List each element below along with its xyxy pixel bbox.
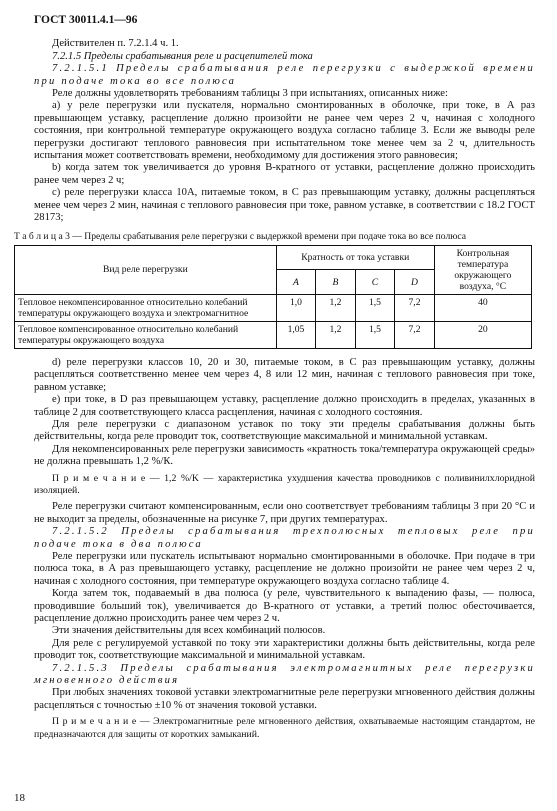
section-heading: 7.2.1.5.2 Пределы срабатывания трехполюсных тепловых реле при подаче тока в два полюса bbox=[34, 526, 535, 550]
document-header: ГОСТ 30011.4.1—96 bbox=[34, 14, 138, 26]
section-heading: 7.2.1.5.1 Пределы срабатывания реле перегрузки с выдержкой времени при подаче тока во все полюса bbox=[34, 63, 535, 87]
paragraph: а) у реле перегрузки или пускателя, нормально смонтированных в оболочке, при токе, в A раз превышающем уставку, расцепление должно произойти не ранее чем через 2 ч, начиная с холодного состояния, при контрольной температуре окружающего воздуха согласно таблице 3. Если же выводы реле перегрузки достигают теплового равновесия при испытательном токе менее чем за 2 ч, длительность испытания может соответствовать времени, необходимому для достижения этого равновесия; bbox=[34, 100, 535, 162]
table-caption: Т а б л и ц а 3 — Пределы срабатывания реле перегрузки с выдержкой времени при подаче тока во все полюса bbox=[14, 230, 467, 242]
paragraph: Для реле перегрузки с диапазоном уставок по току эти пределы срабатывания должны быть действительны, когда реле проводит ток, соответствующие максимальной и минимальной уставкам. bbox=[34, 418, 535, 443]
page-number: 18 bbox=[14, 792, 25, 804]
table-cell: 7,2 bbox=[395, 321, 435, 348]
table-cell: 1,5 bbox=[355, 294, 395, 321]
table-cell: 1,5 bbox=[355, 321, 395, 348]
section-heading: 7.2.1.5 Пределы срабатывания реле и расцепителей тока bbox=[52, 50, 313, 62]
table-cell: Тепловое компенсированное относительно колебаний температуры окружающего воздуха bbox=[15, 321, 277, 348]
table-header: Кратность от тока уставки bbox=[276, 245, 434, 270]
paragraph: b) когда затем ток увеличивается до уровня B-кратного от уставки, расцепление должно происходить ранее чем через 2 ч; bbox=[34, 162, 535, 186]
table-cell: 1,05 bbox=[276, 321, 316, 348]
paragraph: Реле перегрузки считают компенсированным, если оно соответствует требованиям таблицы 3 при 20 °С и не выходит за пределы, обозначенные на рисунке 7, при других температурах. bbox=[34, 501, 535, 525]
note bbox=[34, 716, 535, 741]
paragraph: Действителен п. 7.2.1.4 ч. 1. bbox=[52, 38, 179, 50]
table-subheader: C bbox=[355, 270, 395, 295]
table-cell: Тепловое некомпенсированное относительно колебаний температуры окружающего воздуха и электромагнитное bbox=[15, 294, 277, 321]
paragraph: Для реле с регулируемой уставкой по току эти характеристики должны быть действительны, когда реле проводит ток, соответствующие максимальной и минимальной уставкам. bbox=[34, 637, 535, 662]
section-heading: 7.2.1.5.3 Пределы срабатывания электромагнитных реле перегрузки мгновенного действия bbox=[34, 662, 535, 687]
paragraph: При любых значениях токовой уставки электромагнитные реле перегрузки мгновенного действия должны расцепляться с точностью ±10 % от значения токовой уставки. bbox=[34, 687, 535, 711]
paragraph: e) при токе, в D раз превышающем уставку, расцепление должно происходить в пределах, указанных в таблице 2 для соответствующего класса расцепления, начиная с холодного состояния. bbox=[34, 394, 535, 418]
note-text: — 1,2 %/K — характеристика ухудшения качества проводников с поливинилхлоридной изоляцией. bbox=[34, 472, 535, 496]
table-header: Вид реле перегрузки bbox=[15, 245, 277, 294]
table-cell: 1,2 bbox=[316, 294, 356, 321]
note-label: П р и м е ч а н и е bbox=[52, 472, 146, 484]
table-cell: 1,0 bbox=[276, 294, 316, 321]
paragraph: Реле перегрузки или пускатель испытывают нормально смонтированными в оболочке. При подаче в три полюса тока, в A раз превышающего уставку, расцепление не должно произойти не ранее чем через 2 ч, начиная с холодного состояния, при температуре окружающего воздуха согласно таблице 4. bbox=[34, 551, 535, 587]
table-subheader: B bbox=[316, 270, 356, 295]
note-text: — Электромагнитные реле мгновенного действия, охватываемые настоящим стандартом, не предназначаются для защиты от коротких замыканий. bbox=[34, 716, 535, 740]
table-cell: 7,2 bbox=[395, 294, 435, 321]
paragraph: Реле должны удовлетворять требованиям таблицы 3 при испытаниях, описанных ниже: bbox=[52, 88, 448, 100]
table-subheader: A bbox=[276, 270, 316, 295]
paragraph: d) реле перегрузки классов 10, 20 и 30, питаемые током, в C раз превышающим уставку, должны расцепляться соответственно менее чем через 4, 8 или 12 мин, начиная с теплового равновесия при токе, равном уставке; bbox=[34, 356, 535, 393]
table-cell: 20 bbox=[434, 321, 531, 348]
table-row bbox=[15, 294, 532, 321]
table-cell: 40 bbox=[434, 294, 531, 321]
paragraph: Для некомпенсированных реле перегрузки зависимость «кратность тока/температура окружающей среды» не должна превышать 1,2 %/К. bbox=[34, 443, 535, 468]
table-header: Контрольная температура окружающего воздуха, °С bbox=[434, 245, 531, 294]
paragraph: c) реле перегрузки класса 10А, питаемые током, в C раз превышающим уставку, должны расцепляться менее чем через 2 мин, начиная с теплового равновесия при токе, равном уставке, в соответствии с 18.2 ГОСТ 28173; bbox=[34, 187, 535, 224]
note bbox=[34, 473, 535, 498]
table-cell: 1,2 bbox=[316, 321, 356, 348]
table-subheader: D bbox=[395, 270, 435, 295]
note-label: П р и м е ч а н и е bbox=[52, 716, 137, 728]
table-3 bbox=[14, 245, 532, 349]
paragraph: Когда затем ток, подаваемый в два полюса (у реле, чувствительного к выпадению фазы, — полюса, проводившие больший ток), увеличивается до B-кратного от уставки, а третий полюс обесточивается, расцепление должно происходить ранее чем через 2 ч. bbox=[34, 588, 535, 625]
table-row bbox=[15, 321, 532, 348]
paragraph: Эти значения действительны для всех комбинаций полюсов. bbox=[52, 625, 326, 637]
